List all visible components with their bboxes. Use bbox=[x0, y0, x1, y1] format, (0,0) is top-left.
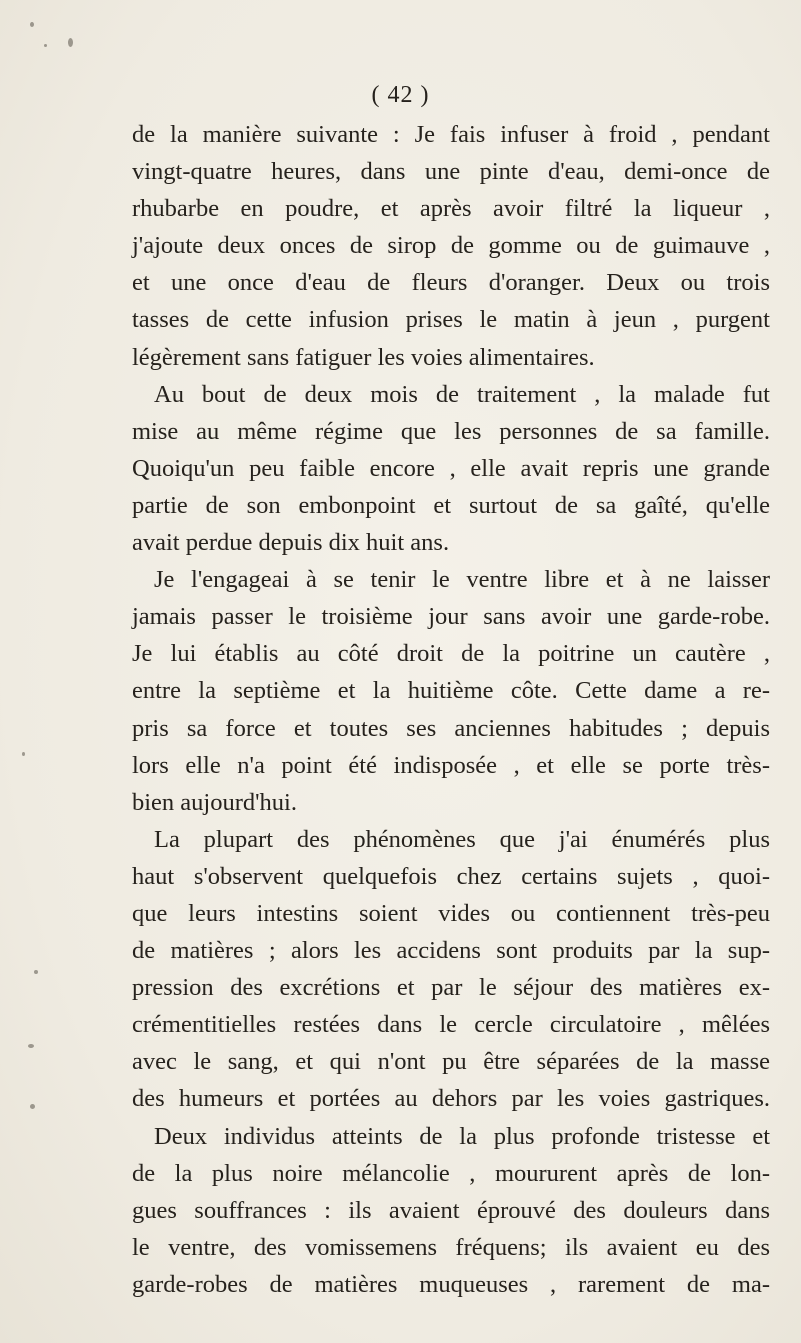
text-line: Je lui établis au côté droit de la poitrine un cautère , bbox=[132, 640, 770, 668]
margin-speck bbox=[30, 22, 34, 27]
margin-speck bbox=[30, 1104, 35, 1109]
text-line: le ventre, des vomissemens fréquens; ils avaient eu des bbox=[132, 1233, 770, 1261]
text-line: Je l'engageai à se tenir le ventre libre et à ne laisser bbox=[154, 566, 770, 594]
text-line: avait perdue depuis dix huit ans. bbox=[132, 529, 450, 557]
text-line: de la manière suivante : Je fais infuser à froid , pendant bbox=[132, 121, 770, 148]
margin-speck bbox=[22, 752, 25, 756]
text-line: pression des excrétions et par le séjour des matières ex- bbox=[132, 974, 770, 1002]
body-text bbox=[132, 116, 770, 1303]
text-line: légèrement sans fatiguer les voies alimentaires. bbox=[132, 343, 595, 371]
text-line: Quoiqu'un peu faible encore , elle avait repris une grande bbox=[132, 454, 770, 482]
text-line: de matières ; alors les accidens sont produits par la sup- bbox=[132, 937, 770, 965]
margin-speck bbox=[68, 38, 73, 47]
text-line: des humeurs et portées au dehors par les voies gastriques. bbox=[132, 1085, 770, 1113]
text-line: tasses de cette infusion prises le matin à jeun , purgent bbox=[132, 306, 770, 334]
text-line: de la plus noire mélancolie , moururent après de lon- bbox=[132, 1159, 770, 1187]
text-line: gues souffrances : ils avaient éprouvé des douleurs dans bbox=[132, 1196, 770, 1224]
text-line: lors elle n'a point été indisposée , et elle se porte très- bbox=[132, 751, 770, 779]
margin-speck bbox=[34, 970, 38, 974]
text-line: et une once d'eau de fleurs d'oranger. Deux ou trois bbox=[132, 269, 770, 297]
page-number: ( 42 ) bbox=[371, 82, 430, 108]
text-line: garde-robes de matières muqueuses , rarement de ma- bbox=[132, 1270, 770, 1298]
margin-speck bbox=[28, 1044, 34, 1048]
text-line: haut s'observent quelquefois chez certains sujets , quoi- bbox=[132, 862, 770, 890]
text-line: que leurs intestins soient vides ou contiennent très-peu bbox=[132, 899, 770, 927]
text-line: pris sa force et toutes ses anciennes habitudes ; depuis bbox=[132, 714, 770, 742]
text-line: bien aujourd'hui. bbox=[132, 788, 297, 816]
text-line: entre la septième et la huitième côte. Cette dame a re- bbox=[132, 677, 770, 705]
text-line: La plupart des phénomènes que j'ai énumérés plus bbox=[154, 825, 770, 853]
text-line: j'ajoute deux onces de sirop de gomme ou de guimauve , bbox=[132, 232, 770, 260]
margin-speck bbox=[44, 44, 47, 47]
text-line: Deux individus atteints de la plus profonde tristesse et bbox=[154, 1122, 770, 1150]
text-line: vingt-quatre heures, dans une pinte d'eau, demi-once de bbox=[132, 158, 770, 186]
text-line: mise au même régime que les personnes de sa famille. bbox=[132, 417, 770, 445]
text-line: crémentitielles restées dans le cercle circulatoire , mêlées bbox=[132, 1011, 770, 1039]
text-line: rhubarbe en poudre, et après avoir filtré la liqueur , bbox=[132, 195, 770, 223]
text-line: avec le sang, et qui n'ont pu être séparées de la masse bbox=[132, 1048, 770, 1076]
text-line: partie de son embonpoint et surtout de sa gaîté, qu'elle bbox=[132, 491, 770, 519]
text-line: jamais passer le troisième jour sans avoir une garde-robe. bbox=[132, 603, 770, 631]
text-line: Au bout de deux mois de traitement , la malade fut bbox=[154, 380, 770, 408]
